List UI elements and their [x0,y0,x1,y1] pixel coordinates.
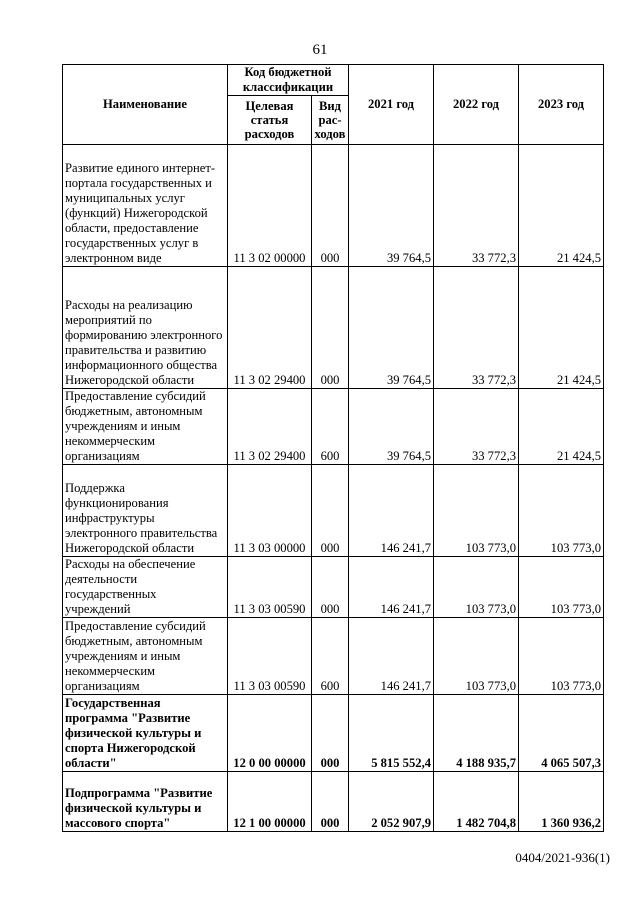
table-row [63,618,604,695]
row-value-2021: 5 815 552,4 [349,695,434,772]
header-kbk: Код бюджетной классификации [228,65,349,96]
row-name: Расходы на реализацию мероприятий по формированию электронного правительства и развитию информационного общества Нижегородской области [63,267,228,389]
table-row [63,772,604,832]
row-value-2023: 21 424,5 [519,389,604,465]
row-value-2021: 39 764,5 [349,389,434,465]
row-value-2023: 4 065 507,3 [519,695,604,772]
row-name: Предоставление субсидий бюджетным, автономным учреждениям и иным некоммерческим организациям [63,618,228,695]
row-target-code: 12 0 00 00000 [228,695,312,772]
row-value-2022: 33 772,3 [434,267,519,389]
row-value-2021: 2 052 907,9 [349,772,434,832]
header-name: Наименование [63,65,228,145]
row-name: Расходы на обеспечение деятельности государственных учреждений [63,557,228,618]
header-2023: 2023 год [519,65,604,145]
header-2021: 2021 год [349,65,434,145]
table-row [63,557,604,618]
table-row [63,465,604,557]
row-name: Предоставление субсидий бюджетным, автономным учреждениям и иным некоммерческим организациям [63,389,228,465]
row-target-code: 11 3 03 00590 [228,618,312,695]
row-target-code: 11 3 02 29400 [228,389,312,465]
table-row [63,389,604,465]
header-target: Целевая статья расходов [228,96,312,145]
row-value-2023: 1 360 936,2 [519,772,604,832]
row-value-2023: 21 424,5 [519,145,604,267]
table-body [63,145,604,832]
row-expense-type: 600 [312,389,349,465]
row-value-2022: 4 188 935,7 [434,695,519,772]
table-row [63,695,604,772]
page-number: 61 [312,42,328,58]
row-value-2021: 146 241,7 [349,618,434,695]
row-target-code: 11 3 02 00000 [228,145,312,267]
row-name: Поддержка функционирования инфраструктуры электронного правительства Нижегородской области [63,465,228,557]
row-value-2021: 39 764,5 [349,145,434,267]
row-target-code: 11 3 03 00000 [228,465,312,557]
row-value-2023: 103 773,0 [519,557,604,618]
row-name: Развитие единого интернет-портала государственных и муниципальных услуг (функций) Нижегородской области, предоставление государственных услуг в электронном виде [63,145,228,267]
row-expense-type: 000 [312,695,349,772]
row-expense-type: 000 [312,267,349,389]
row-value-2022: 103 773,0 [434,465,519,557]
row-value-2023: 103 773,0 [519,618,604,695]
row-expense-type: 000 [312,557,349,618]
row-expense-type: 000 [312,772,349,832]
row-target-code: 11 3 03 00590 [228,557,312,618]
row-value-2022: 103 773,0 [434,618,519,695]
header-vid: Вид рас-ходов [312,96,349,145]
row-value-2022: 33 772,3 [434,145,519,267]
row-target-code: 12 1 00 00000 [228,772,312,832]
row-name: Государственная программа "Развитие физической культуры и спорта Нижегородской области" [63,695,228,772]
row-value-2023: 103 773,0 [519,465,604,557]
header-2022: 2022 год [434,65,519,145]
row-value-2022: 33 772,3 [434,389,519,465]
row-value-2022: 1 482 704,8 [434,772,519,832]
row-expense-type: 000 [312,465,349,557]
row-value-2023: 21 424,5 [519,267,604,389]
document-number: 0404/2021-936(1) [515,850,610,865]
row-name: Подпрограмма "Развитие физической культуры и массового спорта" [63,772,228,832]
row-value-2021: 146 241,7 [349,557,434,618]
budget-table [62,64,604,832]
table-header [63,65,604,145]
table-row [63,267,604,389]
row-expense-type: 000 [312,145,349,267]
row-value-2021: 39 764,5 [349,267,434,389]
row-expense-type: 600 [312,618,349,695]
row-target-code: 11 3 02 29400 [228,267,312,389]
row-value-2022: 103 773,0 [434,557,519,618]
row-value-2021: 146 241,7 [349,465,434,557]
table-row [63,145,604,267]
